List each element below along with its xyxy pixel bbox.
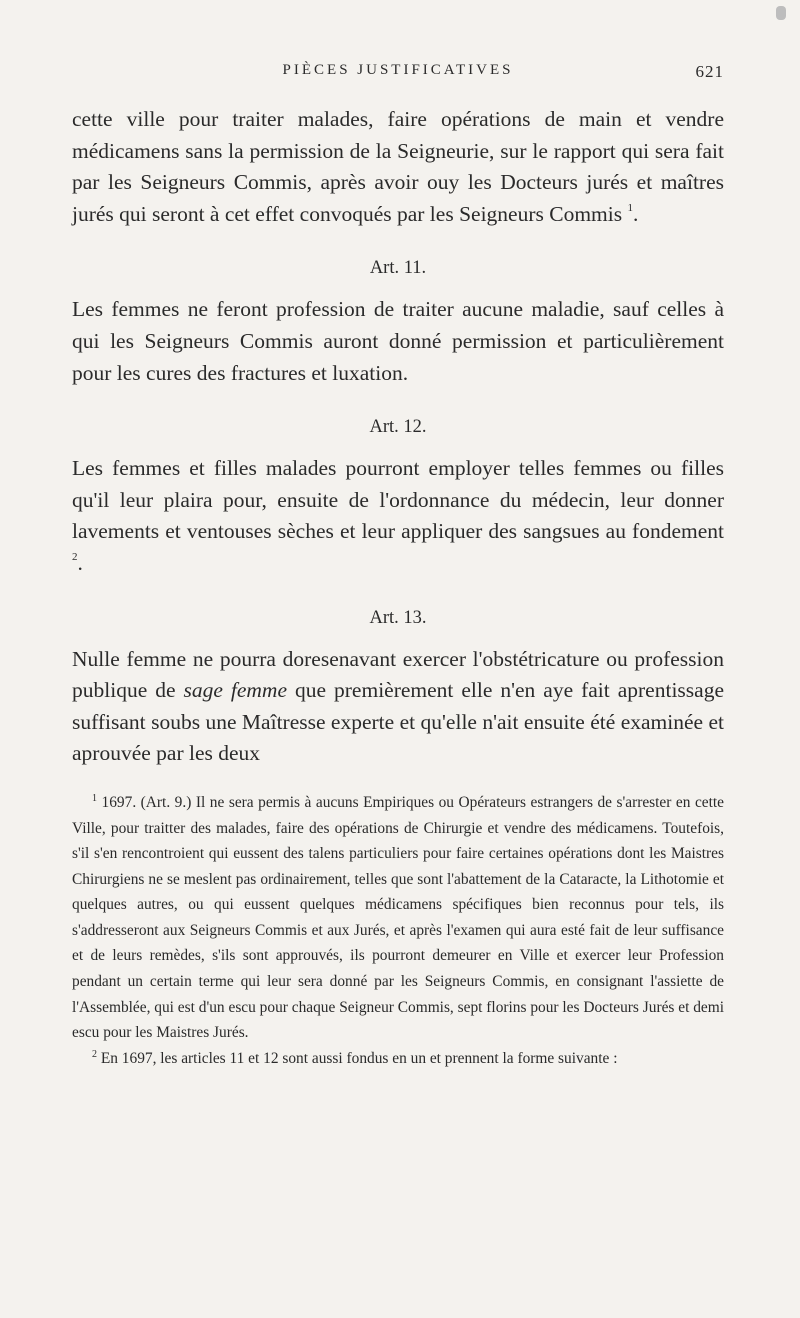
footnote-2-mark: 2 <box>92 1048 97 1060</box>
footnote-1 <box>72 790 724 1046</box>
footnotes <box>72 790 724 1072</box>
article-13-text: Nulle femme ne pourra doresenavant exercer l'obstétricature ou profession publique de sage femme que premièrement elle n'en aye fait aprentissage suffisant soubs une Maîtresse experte et qu'elle n'ait ensuite été examinée et aprouvée par les deux <box>72 646 724 766</box>
article-11-text: Les femmes ne feront profession de traiter aucune maladie, sauf celles à qui les Seigneurs Commis auront donné permission et particulièrement pour les cures des fractures et luxation. <box>72 297 724 385</box>
article-11-heading: Art. 11. <box>369 258 427 279</box>
footnote-2 <box>72 1046 724 1072</box>
article-12-heading: Art. 12. <box>369 417 427 438</box>
page-header <box>72 62 724 86</box>
book-page <box>72 62 724 1071</box>
article-12-text: Les femmes et filles malades pourront employer telles femmes ou filles qu'il leur plaira pour, ensuite de l'ordonnance du médecin, leur donner lavements et ventouses sèches et leur appliquer des sangsues au fondement $^2$. <box>72 456 724 575</box>
body-text <box>72 104 724 770</box>
footnote-2-text: En 1697, les articles 11 et 12 sont aussi fondus en un et prennent la forme suivante : <box>100 1049 618 1067</box>
corner-mark <box>776 6 786 20</box>
footnote-1-text: 1697. (Art. 9.) Il ne sera permis à aucuns Empiriques ou Opérateurs estrangers de s'arrester en cette Ville, pour traitter des malades, faire des opérations de Chirurgie et vendre des médicamens. Toutefois, s'il s'en rencontroient qui eussent des talens particuliers pour faire certaines opérations dont les Maistres Chirurgiens ne se meslent pas ordinairement, telles que sont l'abattement de la Cataracte, la Lithotomie et quelques autres, ou qui eussent quelques médicamens spécifiques bien reconnus pour tels, ils s'addresseront aux Seigneurs Commis et aux Jurés, et après l'examen qui aura esté fait de leur suffisance et de leurs remèdes, s'ils sont approuvés, ils pourront demeurer en Ville et exercer leur Profession pendant un certain terme qui leur sera donné par les Seigneurs Commis, en consignant l'assiette de l'Assemblée, qui est d'un escu pour chaque Seigneur Commis, sept florins pour les Docteurs Jurés et demi escu pour les Maistres Jurés. <box>72 793 724 1042</box>
footnote-ref-1: 1 <box>627 201 633 214</box>
paragraph-continuation: cette ville pour traiter malades, faire opérations de main et vendre médicamens sans la permission de la Seigneurie, sur le rapport qui sera fait par les Seigneurs Commis, après avoir ouy les Docteurs jurés et maîtres jurés qui seront à cet effet convoqués par les Seigneurs Commis $^1$. <box>72 107 724 226</box>
italic-term: sage femme <box>183 678 288 703</box>
running-title: PIÈCES JUSTIFICATIVES <box>282 62 514 78</box>
page-number: 621 <box>695 62 724 81</box>
footnote-ref-2: 2 <box>72 550 78 563</box>
footnote-1-mark: 1 <box>92 792 97 804</box>
article-13-heading: Art. 13. <box>369 607 427 628</box>
